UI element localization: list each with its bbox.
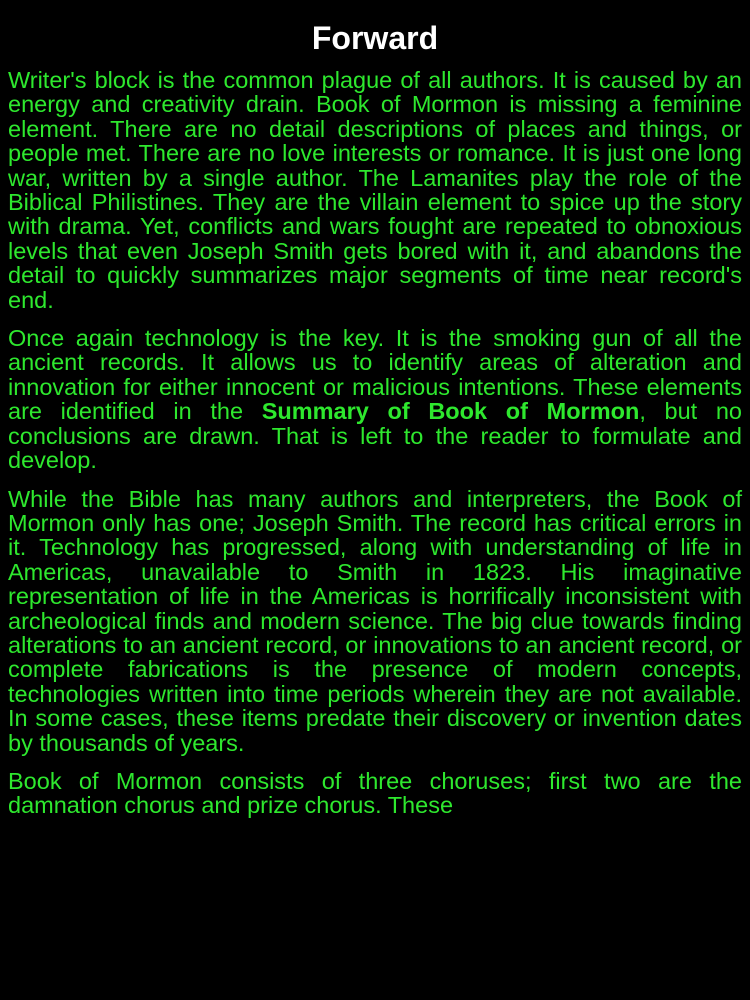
summary-reference-bold: Summary of Book of Mormon	[261, 398, 640, 425]
paragraph-bible-authors: While the Bible has many authors and interpreters, the Book of Mormon only has one; Joseph Smith. The record has critical errors in it. Technology has progressed, along with understanding of life in Americas, unavailable to Smith in 1823. His imaginative representation of life in the Americas is horrifically inconsistent with archeological finds and modern science. The big clue towards finding alterations to an ancient record, or innovations to an ancient record, or complete fabrications is the presence of modern concepts, technologies written into time periods wherein they are not available. In some cases, these items predate their discovery or invention dates by thousands of years.	[8, 485, 742, 756]
paragraph-text-segment: Once again technology is the key. It is the smoking gun of all the ancient records. It allows us to identify areas of alteration and innovation for either innocent or malicious intentions. These elements are identified in the	[8, 325, 742, 425]
page-title: Forward	[311, 20, 439, 56]
paragraph-three-choruses: Book of Mormon consists of three choruses; first two are the damnation chorus and prize chorus. These	[8, 767, 742, 819]
paragraph-technology-key	[8, 326, 742, 472]
paragraph-text-segment: , but no conclusions are drawn. That is left to the reader to formulate and develop.	[8, 398, 743, 474]
paragraph-writers-block: Writer's block is the common plague of all authors. It is caused by an energy and creativity drain. Book of Mormon is missing a feminine element. There are no detail descriptions of places and things, or people met. There are no love interests or romance. It is just one long war, written by a single author. The Lamanites play the role of the Biblical Philistines. They are the villain element to spice up the story with drama. Yet, conflicts and wars fought are repeated to obnoxious levels that even Joseph Smith gets bored with it, and abandons the detail to quickly summarizes major segments of time near record's end.	[8, 67, 742, 313]
document-body	[8, 68, 742, 832]
